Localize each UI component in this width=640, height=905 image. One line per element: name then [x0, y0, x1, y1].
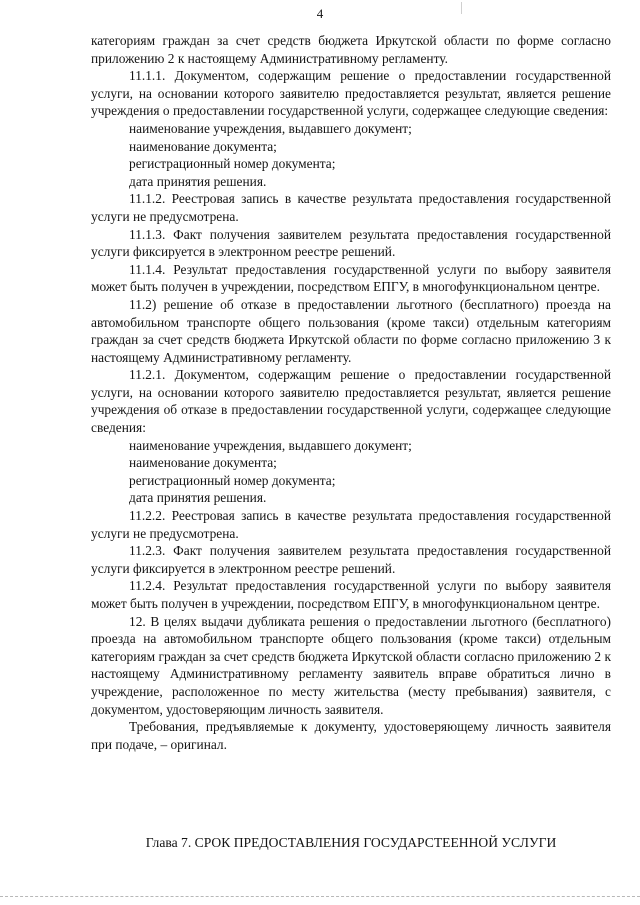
list-item: регистрационный номер документа; — [129, 472, 336, 488]
paragraph-11-2: 11.2) решение об отказе в предоставлении льготного (бесплатного) проезда на автомобильном транспорте общего пользования (кроме такси) отдельным категориям граждан за счет средств бюджета Иркутской области по форме согласно приложению 3 к настоящему Административному регламенту. — [91, 296, 611, 365]
list-item: наименование документа; — [129, 138, 277, 154]
paragraph-11-1-1: 11.1.1. Документом, содержащим решение о предоставлении государственной услуги, на основании которого заявителю предоставляется результат, является решение учреждения о предоставлении государственной услуги, содержащее следующие сведения: — [91, 68, 611, 119]
paragraph-11-2-1: 11.2.1. Документом, содержащим решение о предоставлении государственной услуги, на основании которого заявителю предоставляется результат, является решение учреждения об отказе в предоставлении государственной услуги, содержащее следующие сведения: — [91, 367, 611, 436]
page-bottom-edge — [0, 896, 640, 897]
list-item: регистрационный номер документа; — [129, 156, 336, 172]
paragraph-11-1-3: 11.1.3. Факт получения заявителем результата предоставления государственной услуги фиксируется в электронном реестре решений. — [91, 226, 611, 260]
page-number: 4 — [316, 6, 324, 21]
list-item: наименование учреждения, выдавшего документ; — [129, 120, 412, 136]
paragraph-12: 12. В целях выдачи дубликата решения о предоставлении льготного (бесплатного) проезда на автомобильном транспорте общего пользования (кроме такси) отдельным категориям граждан за счет средств бюджета Иркутской области согласно приложению 2 к настоящему Административному регламенту заявитель вправе обратиться лично в учреждение, расположенное по месту жительства (месту пребывания) заявителя, с документом, удостоверяющим личность заявителя. — [91, 613, 611, 717]
paragraph-continuation: категориям граждан за счет средств бюджета Иркутской области по форме согласно приложению 2 к настоящему Административному регламенту. — [91, 33, 611, 66]
paragraph-11-1-4: 11.1.4. Результат предоставления государственной услуги по выбору заявителя может быть получен в учреждении, посредством ЕПГУ, в многофункциональном центре. — [91, 261, 611, 295]
paragraph-11-1-2: 11.1.2. Реестровая запись в качестве результата предоставления государственной услуги не предусмотрена. — [91, 191, 611, 224]
list-item: наименование документа; — [129, 455, 277, 471]
paragraph-requirements: Требования, предъявляемые к документу, удостоверяющему личность заявителя при подаче, – оригинал. — [91, 719, 611, 752]
paragraph-11-2-3: 11.2.3. Факт получения заявителем результата предоставления государственной услуги фиксируется в электронном реестре решений. — [91, 543, 611, 576]
list-item: дата принятия решения. — [129, 490, 267, 506]
paragraph-11-2-2: 11.2.2. Реестровая запись в качестве результата предоставления государственной услуги не предусмотрена. — [91, 508, 611, 541]
paragraph-11-2-4: 11.2.4. Результат предоставления государственной услуги по выбору заявителя может быть получен в учреждении, посредством ЕПГУ, в многофункциональном центре. — [91, 578, 611, 611]
chapter-heading: Глава 7. СРОК ПРЕДОСТАВЛЕНИЯ ГОСУДАРСТЕЕННОЙ УСЛУГИ — [145, 835, 557, 850]
list-item: дата принятия решения. — [129, 173, 267, 189]
document-body — [91, 32, 611, 753]
list-item: наименование учреждения, выдавшего документ; — [129, 437, 412, 453]
